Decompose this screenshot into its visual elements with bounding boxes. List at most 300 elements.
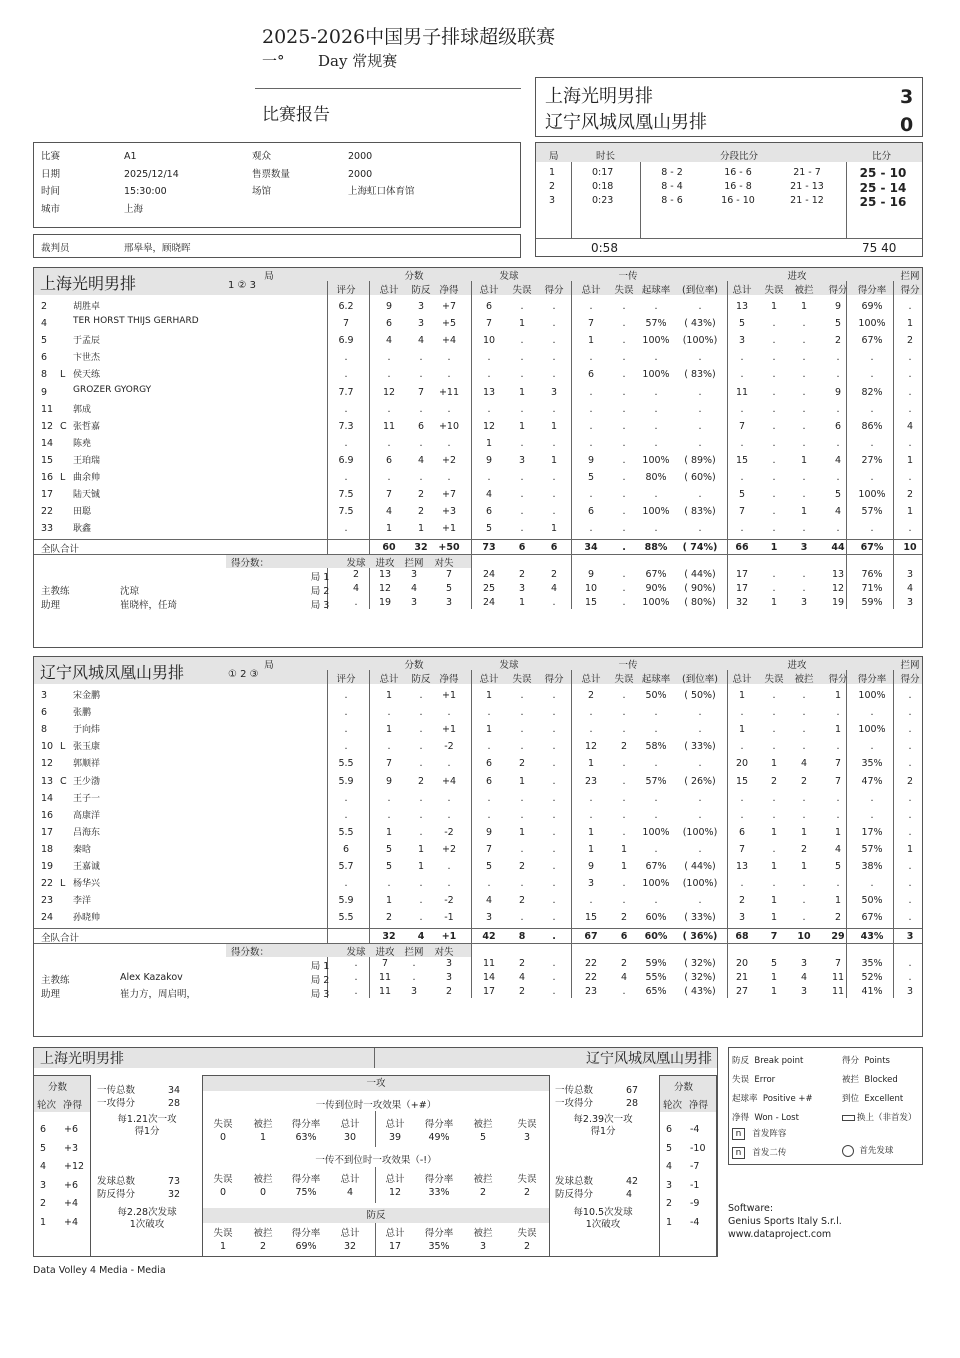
player-stat: . xyxy=(908,758,912,770)
player-name: 张玉康 xyxy=(73,742,101,753)
player-stat: 100% xyxy=(858,690,886,701)
team1-pts-header: 对失 xyxy=(434,558,454,570)
set-stat: 27 xyxy=(735,986,749,998)
player-stat: ( 43%) xyxy=(684,318,716,330)
player-stat: 9 xyxy=(834,301,842,312)
center-cell: 3 xyxy=(523,1132,531,1143)
team1-col-header: 失误 xyxy=(512,285,532,296)
player-stat: . xyxy=(487,352,491,364)
player-stat: 7 xyxy=(342,318,350,330)
player-stat: . xyxy=(772,318,776,330)
player-stat: . xyxy=(908,437,912,449)
player-stat: . xyxy=(698,437,702,449)
player-stat: . xyxy=(419,352,423,364)
set-stat: 12 xyxy=(378,583,392,595)
set-stat: 3 xyxy=(410,597,418,609)
player-stat: . xyxy=(622,826,626,838)
player-stat: . xyxy=(772,741,776,753)
set-stat: 3 xyxy=(800,597,808,609)
team2-total-stat: 8 xyxy=(518,931,526,943)
player-stat: 13 xyxy=(735,301,749,312)
player-stat: 1 xyxy=(518,420,526,432)
player-stat: . xyxy=(908,369,912,381)
player-stat: 2 xyxy=(800,843,808,855)
player-stat: . xyxy=(622,318,626,330)
player-stat: 7.5 xyxy=(338,506,354,518)
player-stat: 7 xyxy=(738,506,746,518)
player-stat: . xyxy=(908,878,912,890)
player-number: 22 xyxy=(41,878,54,890)
player-number: 14 xyxy=(41,437,54,449)
player-number: 22 xyxy=(41,506,54,518)
t2-rot-h1: 轮次 xyxy=(663,1100,683,1111)
player-stat: 2 xyxy=(518,758,526,770)
player-stat: . xyxy=(520,724,524,736)
set-stat: 55% xyxy=(645,972,667,984)
team1-total-stat: 73 xyxy=(482,542,496,554)
player-stat: . xyxy=(419,437,423,449)
player-stat: +5 xyxy=(441,318,456,330)
set-stat: 100% xyxy=(642,597,670,609)
center-cell: 69% xyxy=(295,1241,317,1252)
player-stat: . xyxy=(870,792,874,804)
player-stat: 7 xyxy=(834,758,842,770)
player-stat: 6 xyxy=(587,506,595,518)
player-stat: 1 xyxy=(906,454,914,466)
player-stat: 1 xyxy=(485,437,493,449)
team2-pts-header: 拦网 xyxy=(404,947,424,959)
info-labels-2: 观众 售票数量 场馆 xyxy=(252,151,291,197)
player-stat: . xyxy=(419,472,423,483)
player-stat: . xyxy=(552,489,556,501)
player-stat: 67% xyxy=(861,912,883,924)
player-stat: 12 xyxy=(382,386,396,398)
set-stat: 3 xyxy=(445,597,453,609)
t2-rotation-rows xyxy=(666,1121,706,1232)
player-stat: . xyxy=(520,792,524,804)
team2-total-stat: 29 xyxy=(831,931,845,943)
player-stat: . xyxy=(802,386,806,398)
player-stat: . xyxy=(552,335,556,347)
team2-points-label: 得分数： xyxy=(231,947,270,959)
rotation-row: 6 -4 xyxy=(666,1124,700,1135)
player-stat: . xyxy=(622,775,626,787)
player-stat: . xyxy=(772,878,776,890)
player-stat: . xyxy=(654,523,658,535)
player-name: 侯天练 xyxy=(73,370,101,381)
set-stat: 4 xyxy=(620,972,628,984)
set-stat: ( 44%) xyxy=(684,569,716,581)
team2-total-stat: 7 xyxy=(770,931,778,943)
player-stat: 1 xyxy=(518,386,526,398)
player-name: 王少渤 xyxy=(73,776,101,787)
player-stat: 7 xyxy=(385,758,393,770)
player-stat: . xyxy=(654,895,658,907)
center-cell: 被拦 xyxy=(253,1228,273,1239)
player-stat: 80% xyxy=(645,472,667,483)
player-number: 12 xyxy=(41,758,54,770)
player-stat: 1 xyxy=(800,861,808,872)
center-cell: 2 xyxy=(259,1241,267,1252)
player-stat: . xyxy=(836,369,840,381)
player-stat: . xyxy=(419,895,423,907)
player-stat: . xyxy=(802,403,806,415)
set-stat: 23 xyxy=(584,986,598,998)
player-stat: . xyxy=(589,437,593,449)
team2-total-stat: 10 xyxy=(797,931,811,943)
player-stat: 9 xyxy=(587,454,595,466)
player-role: L xyxy=(60,741,66,753)
center-cell: 失误 xyxy=(213,1228,233,1239)
player-stat: -2 xyxy=(444,741,454,753)
competition-title: 2025-2026中国男子排球超级联赛 xyxy=(262,26,556,48)
player-stat: 100% xyxy=(858,318,886,330)
player-stat: . xyxy=(419,724,423,736)
player-stat: . xyxy=(520,843,524,855)
player-stat: . xyxy=(698,301,702,312)
rotation-row: 5 -10 xyxy=(666,1142,706,1154)
player-stat: ( 83%) xyxy=(684,506,716,518)
player-stat: +4 xyxy=(441,775,456,787)
player-stat: . xyxy=(344,690,348,701)
player-stat: . xyxy=(836,878,840,890)
player-stat: 82% xyxy=(861,386,883,398)
player-stat: 1 xyxy=(587,826,595,838)
team1-pts-header: 发球 xyxy=(346,558,366,570)
player-stat: . xyxy=(772,454,776,466)
player-stat: . xyxy=(419,809,423,821)
team1-total-label: 全队合计 xyxy=(41,544,80,556)
player-stat: . xyxy=(552,318,556,330)
player-stat: . xyxy=(836,741,840,753)
player-stat: +1 xyxy=(441,523,456,535)
player-role: C xyxy=(60,420,67,432)
player-stat: . xyxy=(447,472,451,483)
player-stat: . xyxy=(344,352,348,364)
first-serve-circle-icon xyxy=(842,1145,854,1157)
player-stat: . xyxy=(447,861,451,872)
player-stat: . xyxy=(772,843,776,855)
player-stat: . xyxy=(772,489,776,501)
player-stat: 9 xyxy=(385,301,393,312)
player-stat: . xyxy=(552,912,556,924)
player-role: L xyxy=(60,878,66,890)
rotation-row: 3 +6 xyxy=(40,1179,79,1191)
player-stat: . xyxy=(447,369,451,381)
player-stat: . xyxy=(520,878,524,890)
player-stat: . xyxy=(740,741,744,753)
player-stat: 4 xyxy=(385,335,393,347)
player-stat: 12 xyxy=(584,741,598,753)
player-stat: 2 xyxy=(385,912,393,924)
player-stat: . xyxy=(552,352,556,364)
team2-col-header: 总计 xyxy=(732,674,752,685)
center-cell: 被拦 xyxy=(473,1228,493,1239)
player-stat: (100%) xyxy=(682,878,718,890)
team1-col-header: 得分 xyxy=(544,285,564,296)
center-cell: 39 xyxy=(388,1132,402,1143)
set-stat: 3 xyxy=(410,569,418,581)
player-stat: 1 xyxy=(800,826,808,838)
player-stat: . xyxy=(772,437,776,449)
player-stat: 1 xyxy=(417,861,425,872)
set-stat: . xyxy=(552,972,556,984)
player-stat: 1 xyxy=(738,724,746,736)
player-stat: . xyxy=(520,912,524,924)
team1-col-header: 净得 xyxy=(439,285,459,296)
player-stat: 100% xyxy=(642,454,670,466)
player-stat: 1 xyxy=(587,843,595,855)
player-stat: . xyxy=(698,403,702,415)
player-stat: . xyxy=(447,707,451,719)
player-stat: 7 xyxy=(485,318,493,330)
set-stat: 21 xyxy=(735,972,749,984)
player-name: 王嘉诚 xyxy=(73,862,101,872)
player-stat: . xyxy=(552,843,556,855)
player-stat: . xyxy=(802,472,806,483)
player-stat: 4 xyxy=(485,895,493,907)
player-stat: . xyxy=(772,386,776,398)
player-name: 李洋 xyxy=(73,896,92,907)
center-cell: 2 xyxy=(479,1187,487,1198)
team2-total-stat: 60% xyxy=(644,931,668,943)
player-stat: . xyxy=(552,809,556,821)
player-stat: . xyxy=(419,690,423,701)
player-stat: . xyxy=(802,437,806,449)
player-stat: 1 xyxy=(385,826,393,838)
player-stat: 2 xyxy=(738,895,746,907)
center-cell: 3 xyxy=(479,1241,487,1252)
set-stat: 1 xyxy=(770,986,778,998)
team2-col-header: 起球率 xyxy=(641,674,671,685)
set-stat: . xyxy=(622,986,626,998)
team1-name: 上海光明男排 xyxy=(545,86,653,107)
player-stat: 1 xyxy=(770,912,778,924)
set-stat: 2 xyxy=(518,569,526,581)
set-stat: 65% xyxy=(645,986,667,998)
player-stat: . xyxy=(908,352,912,364)
player-stat: . xyxy=(520,301,524,312)
set-stat: 11 xyxy=(831,972,845,984)
player-stat: 100% xyxy=(858,489,886,501)
player-stat: . xyxy=(589,301,593,312)
t1-serve-stats: 发球总数 防反得分 xyxy=(97,1176,136,1200)
player-stat: . xyxy=(387,707,391,719)
team2-col-header: 失误 xyxy=(764,674,784,685)
set-stat: 59% xyxy=(645,958,667,970)
player-role: L xyxy=(60,369,66,381)
player-stat: +10 xyxy=(438,420,460,432)
player-stat: 1 xyxy=(550,454,558,466)
player-stat: 4 xyxy=(417,335,425,347)
center-cell: 被拦 xyxy=(253,1119,273,1130)
player-stat: . xyxy=(520,335,524,347)
player-stat: 57% xyxy=(861,843,883,855)
player-stat: . xyxy=(836,472,840,483)
player-stat: 2 xyxy=(906,489,914,501)
set-stat: . xyxy=(622,569,626,581)
summary-team1: 上海光明男排 xyxy=(40,1051,124,1067)
player-stat: 9 xyxy=(485,454,493,466)
player-number: 18 xyxy=(41,843,54,855)
set-stat: 17 xyxy=(482,986,496,998)
player-stat: 1 xyxy=(385,895,393,907)
team2-col-header: 总计 xyxy=(581,674,601,685)
player-stat: . xyxy=(552,437,556,449)
t1-note2: 每2.28次发球 1次破攻 xyxy=(117,1207,177,1230)
player-stat: 2 xyxy=(417,489,425,501)
player-stat: . xyxy=(344,792,348,804)
substitute-marker xyxy=(842,1115,855,1121)
team2-total-stat: . xyxy=(552,931,556,943)
t2-serve-stats: 发球总数 防反得分 xyxy=(555,1176,594,1200)
set-stat: 35% xyxy=(861,958,883,970)
rotation-row: 1 -4 xyxy=(666,1216,700,1228)
player-stat: . xyxy=(387,741,391,753)
t2-rot-h2: 净得 xyxy=(689,1100,709,1111)
rotation-row: 4 -7 xyxy=(666,1161,700,1172)
player-stat: 6 xyxy=(385,318,393,330)
player-stat: +2 xyxy=(441,843,456,855)
rotation-row: 5 +3 xyxy=(40,1142,79,1154)
player-stat: 4 xyxy=(906,420,914,432)
player-stat: 57% xyxy=(861,506,883,518)
rotation-row: 3 -1 xyxy=(666,1179,700,1191)
team2-group-header: 局 xyxy=(264,660,274,671)
player-stat: 3 xyxy=(550,386,558,398)
t1-rotation-rows xyxy=(40,1121,84,1232)
center-cell: 得分率 xyxy=(291,1174,321,1185)
player-number: 13 xyxy=(41,775,54,787)
sets-partial-16: 16 - 6 16 - 8 16 - 10 xyxy=(721,167,755,206)
center-cell: 35% xyxy=(428,1241,450,1252)
player-stat: . xyxy=(447,878,451,890)
player-stat: 2 xyxy=(620,741,628,753)
set-stat: 局 3 xyxy=(310,600,330,612)
player-name: 杨华兴 xyxy=(73,879,101,890)
t1-rot-title: 分数 xyxy=(48,1082,68,1093)
player-stat: 5 xyxy=(738,318,746,330)
set-stat: 11 xyxy=(831,986,845,998)
player-stat: . xyxy=(589,895,593,907)
t2-recv-stats: 一传总数 一攻得分 xyxy=(555,1085,594,1109)
player-stat: . xyxy=(908,690,912,701)
player-stat: 1 xyxy=(770,895,778,907)
set-stat: 13 xyxy=(831,569,845,581)
player-stat: . xyxy=(654,792,658,804)
set-stat: . xyxy=(412,958,416,970)
player-stat: . xyxy=(419,758,423,770)
player-stat: . xyxy=(622,403,626,415)
set-stat: . xyxy=(622,597,626,609)
set-stat: . xyxy=(412,972,416,984)
center-cell: 5 xyxy=(479,1132,487,1143)
player-stat: 17% xyxy=(861,826,883,838)
team1-total-stat: 67% xyxy=(860,542,884,554)
player-stat: . xyxy=(802,878,806,890)
team2-total-stat: 42 xyxy=(482,931,496,943)
player-stat: . xyxy=(908,403,912,415)
player-role: L xyxy=(60,472,66,483)
team2-col-header: 被拦 xyxy=(794,674,814,685)
team2-group-header: 进攻 xyxy=(787,660,807,671)
team2-col-header: 总计 xyxy=(379,674,399,685)
team1-total-stat: 32 xyxy=(414,542,428,554)
player-number: 9 xyxy=(41,386,48,398)
set-stat: . xyxy=(802,583,806,595)
player-stat: 1 xyxy=(587,758,595,770)
set-stat: 3 xyxy=(906,597,914,609)
set-stat: 67% xyxy=(645,569,667,581)
legend-right: 得分 Points 被拦 Blocked 到位 Excellent 换上（非首发） xyxy=(842,1056,917,1123)
player-name: 曲余帅 xyxy=(73,473,101,483)
set-stat: 1 xyxy=(518,597,526,609)
center-title: 一攻 xyxy=(203,1076,549,1091)
set-stat: 24 xyxy=(482,569,496,581)
player-stat: . xyxy=(772,403,776,415)
player-stat: 1 xyxy=(417,523,425,535)
player-name: 吕海东 xyxy=(73,827,101,838)
set-stat: 2 xyxy=(550,569,558,581)
player-stat: . xyxy=(740,792,744,804)
legend-first-serve: 首先发球 xyxy=(842,1144,893,1157)
player-stat: -1 xyxy=(444,912,454,924)
player-stat: 1 xyxy=(770,826,778,838)
player-stat: . xyxy=(772,690,776,701)
player-number: 6 xyxy=(41,707,48,719)
player-stat: . xyxy=(740,523,744,535)
player-stat: 5.5 xyxy=(338,758,354,770)
player-stat: . xyxy=(622,386,626,398)
player-number: 24 xyxy=(41,912,54,924)
set-stat: 22 xyxy=(584,958,598,970)
player-stat: . xyxy=(908,707,912,719)
player-number: 8 xyxy=(41,369,48,381)
center-cell: 得分率 xyxy=(424,1174,454,1185)
player-stat: 1 xyxy=(518,826,526,838)
player-stat: . xyxy=(344,369,348,381)
set-stat: 5 xyxy=(770,958,778,970)
player-stat: 67% xyxy=(645,861,667,872)
set-stat: 13 xyxy=(378,569,392,581)
player-name: 郭顺祥 xyxy=(73,759,101,770)
player-stat: . xyxy=(552,724,556,736)
sets-durations: 0:17 0:18 0:23 xyxy=(592,167,614,206)
center-cell: 0 xyxy=(219,1187,227,1198)
player-stat: . xyxy=(487,472,491,483)
player-stat: . xyxy=(552,369,556,381)
team1-col-header: 总计 xyxy=(479,285,499,296)
set-stat: 7 xyxy=(834,958,842,970)
player-stat: 6.9 xyxy=(338,335,354,347)
player-stat: 2 xyxy=(518,861,526,872)
player-stat: 100% xyxy=(858,724,886,736)
set-stat: 4 xyxy=(906,583,914,595)
sets-h-partial: 分段比分 xyxy=(720,151,759,162)
team1-coach: 沈琼 xyxy=(120,586,140,598)
player-stat: 4 xyxy=(834,843,842,855)
t2-rot-title: 分数 xyxy=(674,1082,694,1093)
set-stat: 14 xyxy=(482,972,496,984)
team1-total-stat: 1 xyxy=(770,542,778,554)
set-stat: 4 xyxy=(550,583,558,595)
player-stat: 7.5 xyxy=(338,489,354,501)
center-cell: 总计 xyxy=(385,1174,405,1185)
team2-col-header: 得分 xyxy=(544,674,564,685)
player-stat: . xyxy=(654,758,658,770)
player-stat: 5 xyxy=(385,861,393,872)
player-stat: . xyxy=(870,403,874,415)
